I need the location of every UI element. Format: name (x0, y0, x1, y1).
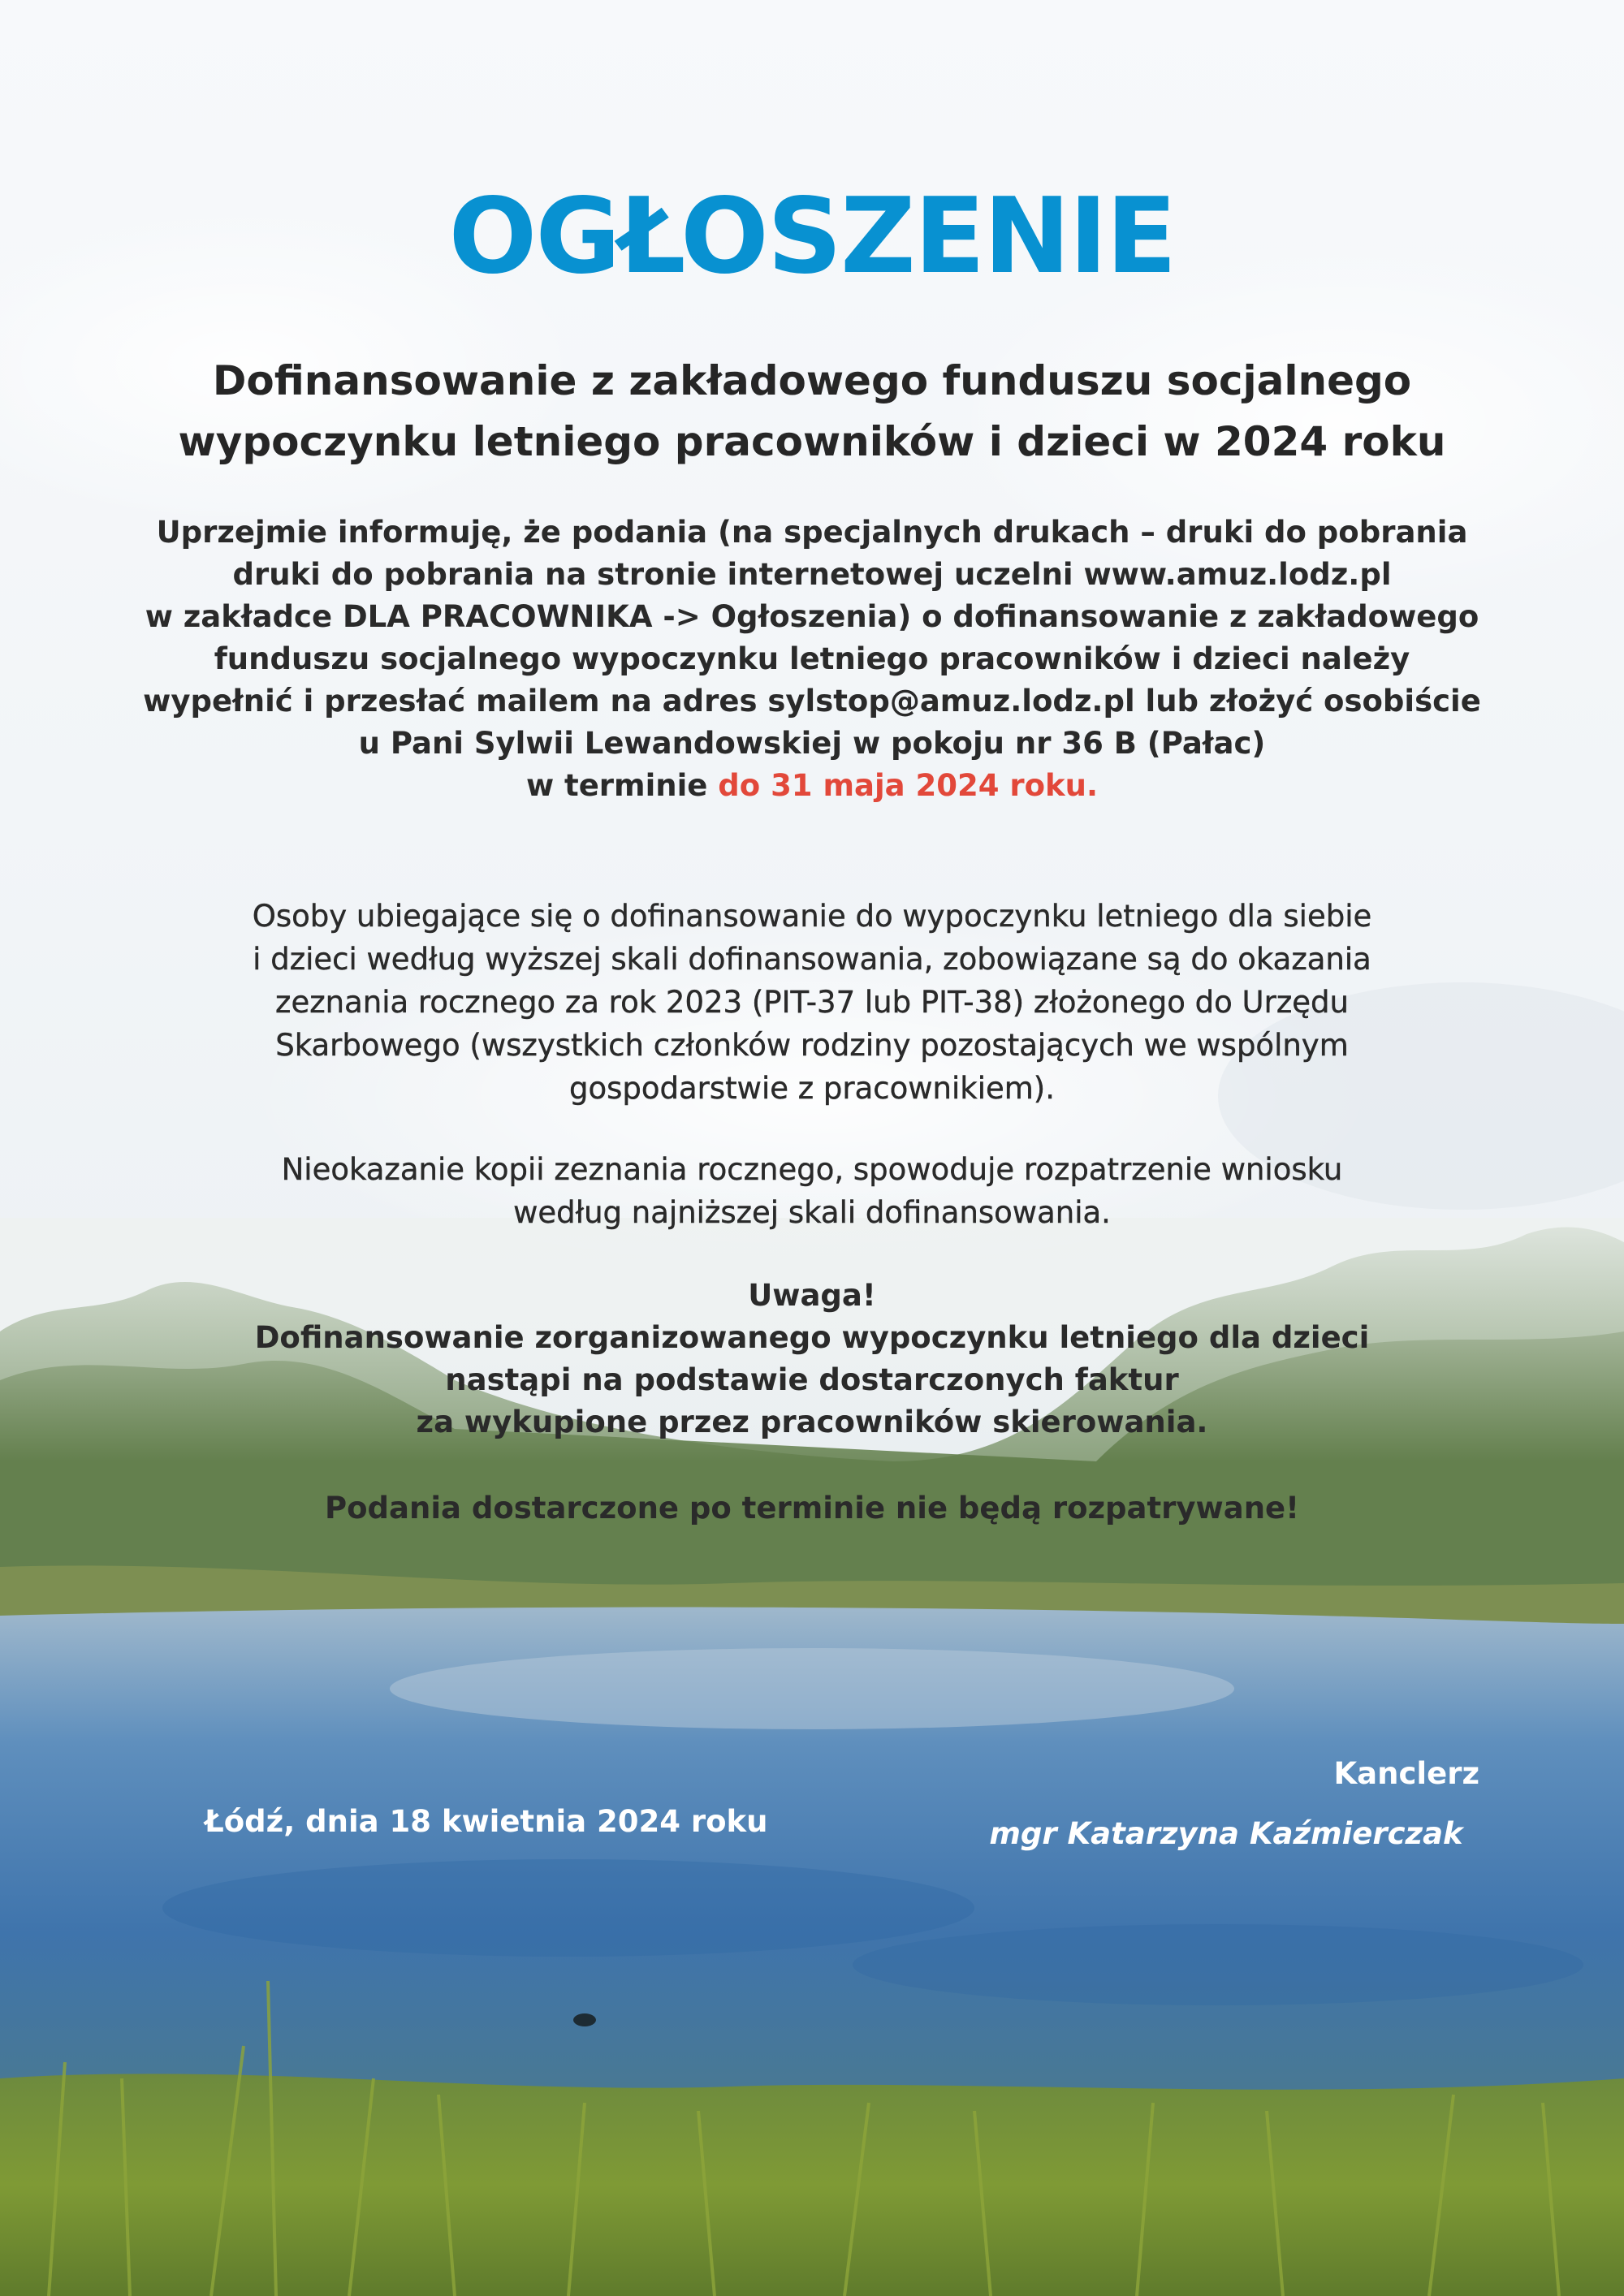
info-line: druki do pobrania na stronie internetowej uczelni www.amuz.lodz.pl (232, 557, 1392, 592)
scale-line: według najniższej skali dofinansowania. (513, 1195, 1111, 1230)
place-and-date: Łódź, dnia 18 kwietnia 2024 roku (205, 1804, 768, 1839)
subtitle-line: Dofinansowanie z zakładowego funduszu socjalnego (212, 357, 1412, 404)
tax-line: Skarbowego (wszystkich członków rodziny pozostających we wspólnym (275, 1028, 1349, 1063)
info-line: u Pani Sylwii Lewandowskiej w pokoju nr 36 B (Pałac) (358, 726, 1266, 761)
info-line: Uprzejmie informuję, że podania (na specjalnych drukach – druki do pobrania (156, 515, 1468, 550)
scale-line: Nieokazanie kopii zeznania rocznego, spowoduje rozpatrzenie wniosku (281, 1152, 1343, 1187)
info-paragraph (122, 511, 1502, 807)
lowest-scale-paragraph (122, 1148, 1502, 1234)
notice-line: Dofinansowanie zorganizowanego wypoczynku letniego dla dzieci (254, 1320, 1370, 1355)
tax-line: gospodarstwie z pracownikiem). (569, 1071, 1055, 1106)
page-title: OGŁOSZENIE (448, 176, 1176, 297)
info-line: w zakładce DLA PRACOWNIKA -> Ogłoszenia) o dofinansowanie z zakładowego (145, 599, 1479, 634)
subtitle (122, 351, 1502, 473)
tax-line: zeznania rocznego za rok 2023 (PIT-37 lub PIT-38) złożonego do Urzędu (275, 985, 1349, 1020)
notice-paragraph (122, 1275, 1502, 1444)
notice-heading: Uwaga! (748, 1278, 876, 1313)
deadline-prefix: w terminie (525, 768, 719, 803)
info-line: funduszu socjalnego wypoczynku letniego pracowników i dzieci należy (214, 641, 1410, 676)
notice-line: nastąpi na podstawie dostarczonych faktur (445, 1362, 1179, 1397)
tax-line: Osoby ubiegające się o dofinansowanie do wypoczynku letniego dla siebie (252, 899, 1372, 934)
deadline-date: do 31 maja 2024 roku. (718, 768, 1099, 803)
deadline-line (122, 765, 1502, 807)
signatory-name: mgr Katarzyna Kaźmierczak (989, 1816, 1463, 1851)
tax-declaration-paragraph (122, 895, 1502, 1110)
late-submission-warning: Podania dostarczone po terminie nie będą rozpatrywane! (324, 1491, 1300, 1526)
signature-block (926, 1744, 1527, 1864)
info-line: wypełnić i przesłać mailem na adres sylstop@amuz.lodz.pl lub złożyć osobiście (143, 684, 1481, 719)
subtitle-line: wypoczynku letniego pracowników i dzieci w 2024 roku (178, 418, 1446, 465)
notice-line: za wykupione przez pracowników skierowania. (416, 1405, 1208, 1439)
signatory-role: Kanclerz (1333, 1756, 1479, 1791)
tax-line: i dzieci według wyższej skali dofinansowania, zobowiązane są do okazania (253, 942, 1371, 977)
